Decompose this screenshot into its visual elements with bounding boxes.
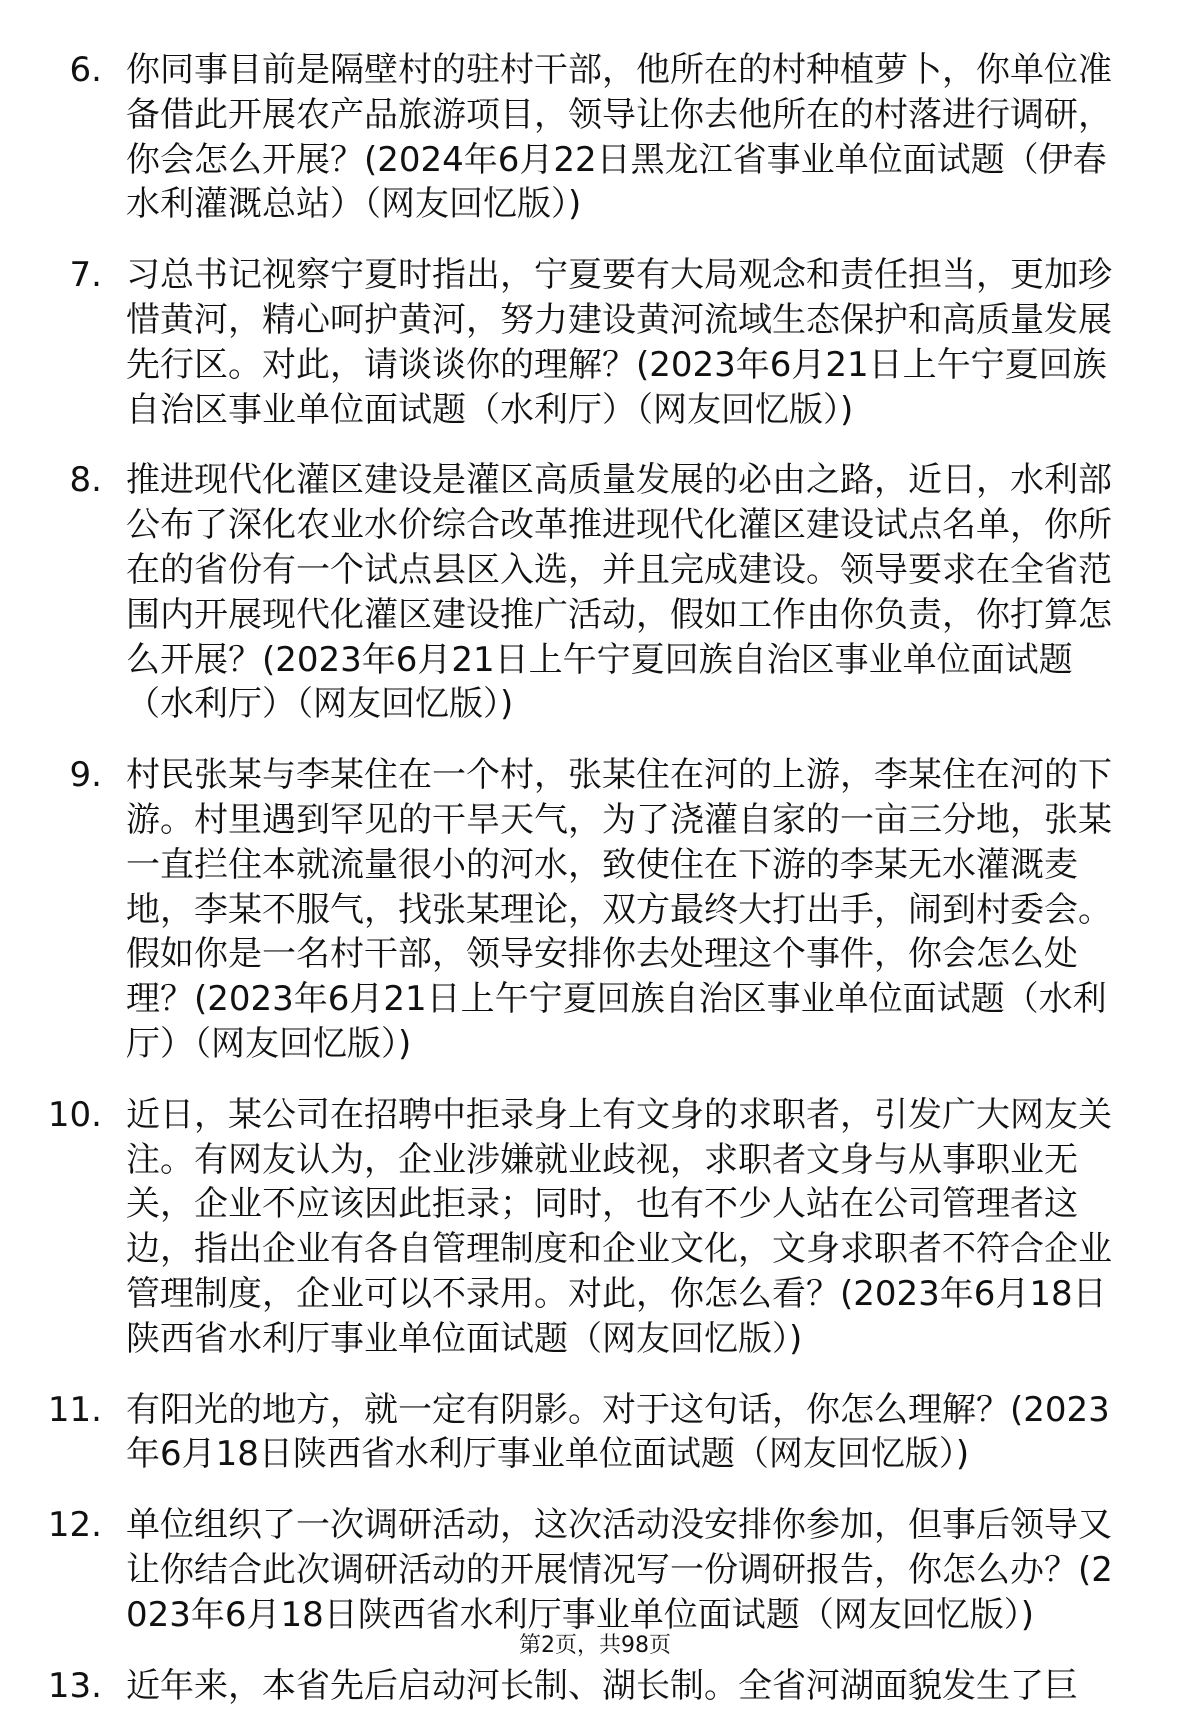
question-item (0, 1503, 1116, 1637)
question-number: 7. (69, 255, 102, 296)
question-item (0, 48, 1116, 227)
question-text: 近日，某公司在招聘中拒录身上有文身的求职者，引发广大网友关注。有网友认为，企业涉嫌就业歧视，求职者文身与从事职业无关，企业不应该因此拒录；同时，也有不少人站在公司管理者这边，指出企业有各自管理制度和企业文化，文身求职者不符合企业管理制度，企业可以不录用。对此，你怎么看？(2023年6月18日陕西省水利厅事业单位面试题（网友回忆版）) (126, 1094, 1112, 1359)
question-item (0, 1093, 1116, 1362)
page-footer: 第2页，共98页 (519, 1633, 671, 1658)
question-number: 6. (69, 50, 102, 90)
question-text: 推进现代化灌区建设是灌区高质量发展的必由之路，近日，水利部公布了深化农业水价综合改革推进现代化灌区建设试点名单，你所在的省份有一个试点县区入选，并且完成建设。领导要求在全省范围内开展现代化灌区建设推广活动，假如工作由你负责，你打算怎么开展？(2023年6月21日上午宁夏回族自治区事业单位面试题（水利厅）（网友回忆版）) (126, 460, 1112, 725)
question-text: 近年来，本省先后启动河长制、湖长制。全省河湖面貌发生了巨 (126, 1665, 1078, 1706)
question-item (0, 458, 1116, 727)
question-number: 12. (47, 1505, 102, 1546)
question-list (0, 48, 1190, 1734)
question-number: 10. (47, 1094, 102, 1135)
question-item (0, 1664, 1116, 1709)
question-text: 有阳光的地方，就一定有阴影。对于这句话，你怎么理解？(2023年6月18日陕西省水利厅事业单位面试题（网友回忆版）) (126, 1389, 1110, 1475)
question-text: 习总书记视察宁夏时指出，宁夏要有大局观念和责任担当，更加珍惜黄河，精心呵护黄河，努力建设黄河流域生态保护和高质量发展先行区。对此，请谈谈你的理解？(2023年6月21日上午宁夏回族自治区事业单位面试题（水利厅）（网友回忆版）) (126, 255, 1112, 430)
question-item (0, 253, 1116, 432)
question-number: 13. (47, 1665, 102, 1706)
question-text: 你同事目前是隔壁村的驻村干部，他所在的村种植萝卜，你单位准备借此开展农产品旅游项目，领导让你去他所在的村落进行调研，你会怎么开展？(2024年6月22日黑龙江省事业单位面试题（伊春水利灌溉总站）（网友回忆版）) (126, 50, 1112, 225)
question-number: 9. (69, 755, 102, 796)
question-number: 8. (69, 460, 102, 501)
question-text: 村民张某与李某住在一个村，张某住在河的上游，李某住在河的下游。村里遇到罕见的干旱天气，为了浇灌自家的一亩三分地，张某一直拦住本就流量很小的河水，致使住在下游的李某无水灌溉麦地，李某不服气，找张某理论，双方最终大打出手，闹到村委会。假如你是一名村干部，领导安排你去处理这个事件，你会怎么处理？(2023年6月21日上午宁夏回族自治区事业单位面试题（水利厅）（网友回忆版）) (126, 755, 1112, 1064)
question-item (0, 753, 1116, 1067)
question-text: 单位组织了一次调研活动，这次活动没安排你参加，但事后领导又让你结合此次调研活动的开展情况写一份调研报告，你怎么办？(2023年6月18日陕西省水利厅事业单位面试题（网友回忆版）) (126, 1505, 1113, 1635)
question-number: 11. (47, 1389, 102, 1430)
question-item (0, 1388, 1116, 1478)
